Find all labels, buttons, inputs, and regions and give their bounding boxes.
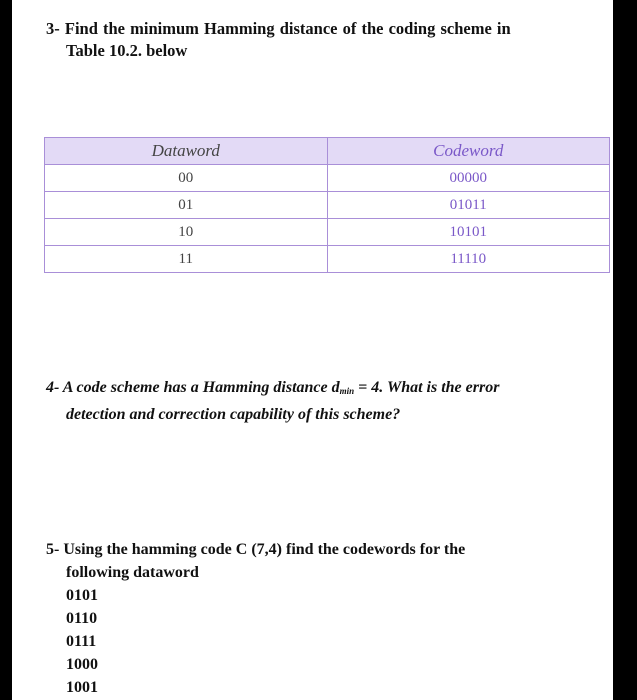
codeword-table xyxy=(44,137,610,273)
question-3 xyxy=(46,18,511,62)
dmin-subscript: min xyxy=(339,386,355,396)
question-4-text-pre: 4- A code scheme has a Hamming distance d xyxy=(46,379,340,396)
dataword-cell: 00 xyxy=(45,165,328,192)
codeword-cell: 01011 xyxy=(327,192,610,219)
question-5-line-1: 5- Using the hamming code C (7,4) find the codewords for the xyxy=(46,541,466,558)
header-codeword: Codeword xyxy=(327,138,610,165)
codeword-cell: 10101 xyxy=(327,219,610,246)
question-3-line-1: 3- Find the minimum Hamming distance of the coding scheme in xyxy=(46,19,511,38)
document-page xyxy=(12,0,613,700)
table-header-row xyxy=(45,138,610,165)
dataword-item: 0111 xyxy=(66,633,97,650)
question-3-line-2: Table 10.2. below xyxy=(66,41,188,60)
dataword-item: 0101 xyxy=(66,587,98,604)
question-4-line-2: detection and correction capability of this scheme? xyxy=(66,406,401,423)
dataword-cell: 11 xyxy=(45,246,328,273)
question-4 xyxy=(46,376,499,426)
question-5-line-2: following dataword xyxy=(66,564,199,581)
dataword-item: 1001 xyxy=(66,679,98,696)
codeword-cell: 11110 xyxy=(327,246,610,273)
table-row xyxy=(45,219,610,246)
dataword-item: 0110 xyxy=(66,610,98,627)
dataword-item: 1000 xyxy=(66,656,98,673)
table-row xyxy=(45,192,610,219)
table-row xyxy=(45,165,610,192)
dataword-cell: 01 xyxy=(45,192,328,219)
question-4-line-1 xyxy=(46,376,499,403)
question-4-text-post: = 4. What is the error xyxy=(354,379,500,396)
question-5 xyxy=(46,538,465,699)
codeword-cell: 00000 xyxy=(327,165,610,192)
header-dataword: Dataword xyxy=(45,138,328,165)
dataword-cell: 10 xyxy=(45,219,328,246)
table-row xyxy=(45,246,610,273)
